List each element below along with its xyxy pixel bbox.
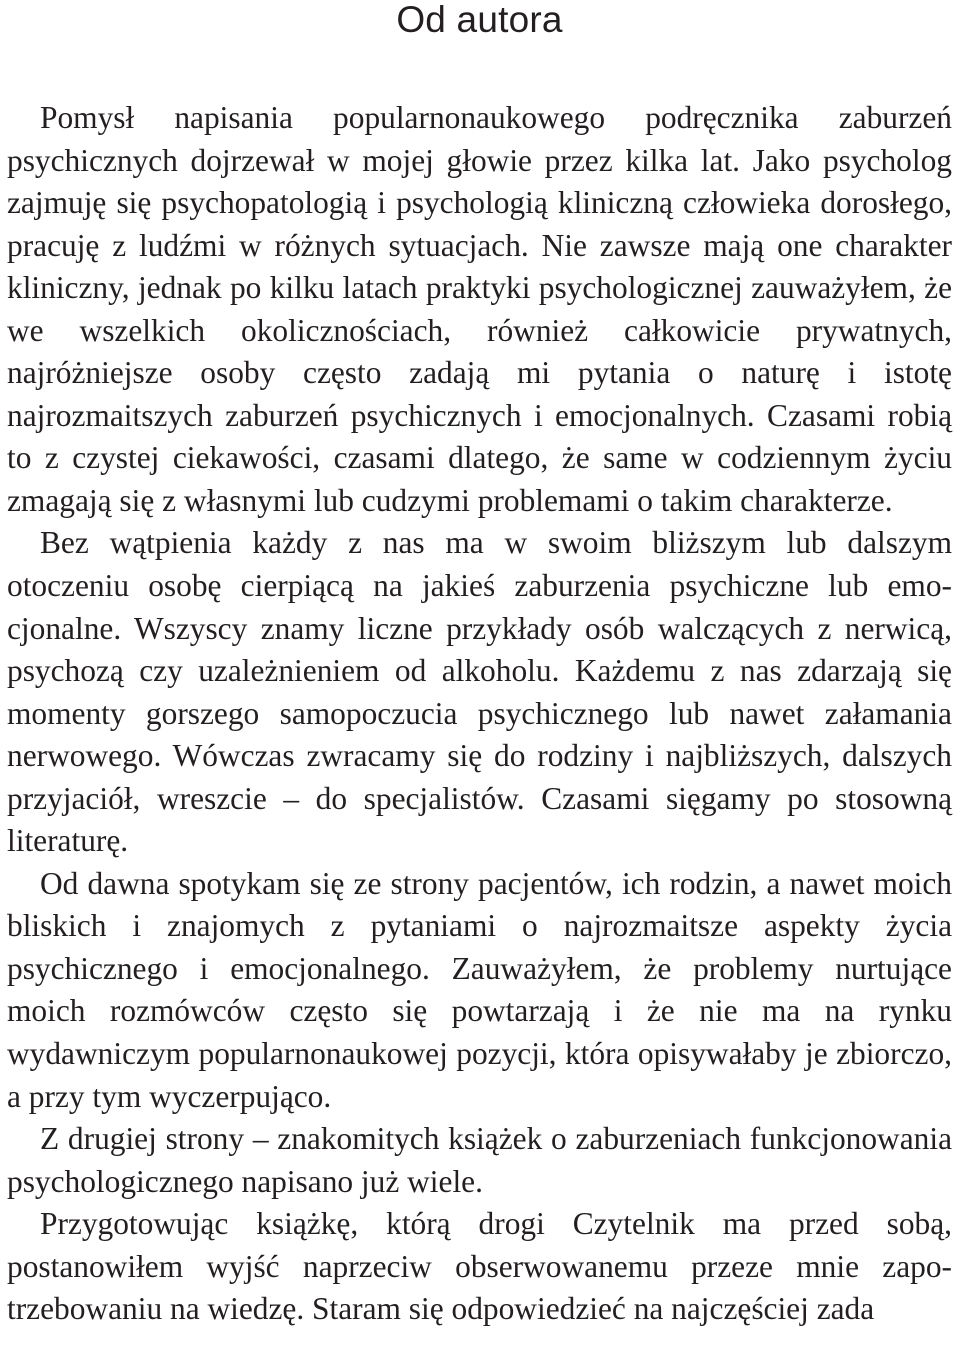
paragraph-4: Z drugiej strony – znakomitych książek o zaburzeniach funkcjonowania psychologicznego napisano już wiele.	[7, 1121, 952, 1199]
paragraph-1: Pomysł napisania popularnonaukowego podręcznika zaburzeń psychicznych dojrzewał w mojej głowie przez kilka lat. Jako psycholog zajmuję się psychopatologią i psychologią kliniczną człowieka dorosłego, pracuję z ludźmi w różnych sytuacjach. Nie zawsze mają one charakter kliniczny, jednak po kilku latach praktyki psychologicznej zauważyłem, że we wszelkich okolicznościach, również całkowicie prywatnych, najróżniejsze osoby często zadają mi pytania o naturę i istotę najrozmaitszych zaburzeń psychicznych i emocjonalnych. Czasami robią to z czystej ciekawości, czasami dlatego, że same w codziennym życiu zmagają się z własnymi lub cudzymi problemami o takim charakterze.	[7, 100, 952, 518]
paragraph-5: Przygotowując książkę, którą drogi Czytelnik ma przed sobą, postanowiłem wyjść naprzeciw obserwowanemu przeze mnie zapotrzebowaniu na wiedzę. Staram się odpowiedzieć na najczęściej zada	[7, 1206, 952, 1327]
paragraph-3: Od dawna spotykam się ze strony pacjentów, ich rodzin, a nawet moich bliskich i znajomych z pytaniami o najrozmaitsze aspekty życia psychicznego i emocjonalnego. Zauważyłem, że problemy nurtujące moich rozmówców często się powtarzają i że nie ma na rynku wydawniczym popularnonaukowej pozycji, która opisywałaby je zbiorczo, a przy tym wyczerpująco.	[7, 865, 952, 1114]
chapter-title: Od autora	[396, 0, 563, 40]
paragraph-2: Bez wątpienia każdy z nas ma w swoim bliższym lub dalszym otoczeniu osobę cierpiącą na jakieś zaburzenia psychiczne lub emocjonalne. Wszyscy znamy liczne przykłady osób walczących z nerwicą, psychozą czy uzależnieniem od alkoholu. Każdemu z nas zdarzają się momenty gorszego samopoczucia psychicznego lub nawet załamania nerwowego. Wówczas zwracamy się do rodziny i najbliższych, dalszych przyjaciół, wreszcie – do specjalistów. Czasami sięgamy po stosowną literaturę.	[7, 525, 952, 859]
chapter-body	[7, 97, 952, 1331]
